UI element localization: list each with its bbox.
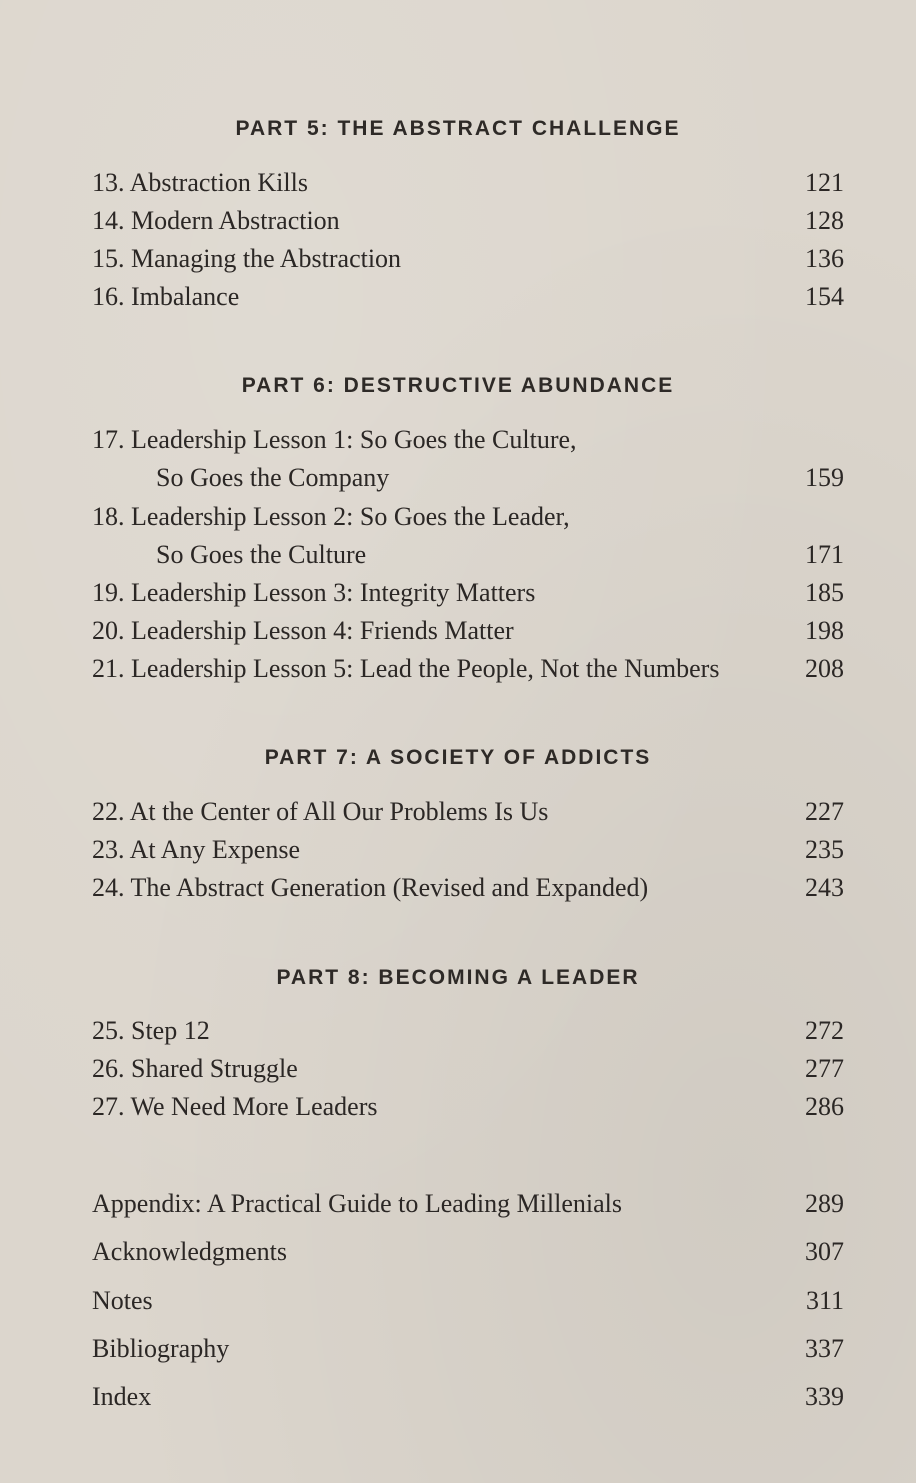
page-number: 136 [805, 244, 844, 273]
page-number: 307 [805, 1237, 844, 1266]
page-number: 286 [805, 1092, 844, 1121]
chapter-title: 25. Step 12 [92, 1016, 210, 1045]
chapter-title: 15. Managing the Abstraction [92, 244, 402, 273]
page-number: 311 [805, 1286, 844, 1315]
toc-entry-27[interactable] [92, 1088, 844, 1126]
page-number: 272 [805, 1016, 844, 1045]
page-number: 208 [805, 654, 844, 683]
toc-entry-19[interactable] [92, 574, 844, 612]
toc-entry-21[interactable] [92, 650, 844, 688]
page-number: 171 [805, 540, 844, 569]
chapter-title: 26. Shared Struggle [92, 1054, 298, 1083]
toc-entry-notes[interactable] [92, 1282, 844, 1320]
toc-entry-20[interactable] [92, 612, 844, 650]
toc-entry-24[interactable] [92, 869, 844, 907]
chapter-title: 27. We Need More Leaders [92, 1092, 378, 1121]
page-number: 198 [805, 616, 844, 645]
toc-entry-23[interactable] [92, 831, 844, 869]
toc-entry-bibliography[interactable] [92, 1330, 844, 1368]
chapter-title: 13. Abstraction Kills [92, 168, 308, 197]
section-title: Appendix: A Practical Guide to Leading Millenials [92, 1189, 623, 1218]
toc-entry-14[interactable] [92, 202, 844, 240]
toc-entry-22[interactable] [92, 793, 844, 831]
page-number: 121 [805, 168, 844, 197]
page-number: 337 [805, 1334, 844, 1363]
section-title: Acknowledgments [92, 1237, 287, 1266]
toc-entry-acknowledgments[interactable] [92, 1233, 844, 1271]
page-number: 159 [805, 463, 844, 492]
chapter-title: 16. Imbalance [92, 282, 240, 311]
page-number: 339 [805, 1382, 844, 1411]
toc-entry-15[interactable] [92, 240, 844, 278]
page-number: 227 [805, 797, 844, 826]
chapter-title: 23. At Any Expense [92, 835, 300, 864]
toc-entry-13[interactable] [92, 164, 844, 202]
toc-entry-26[interactable] [92, 1050, 844, 1088]
toc-entry-17[interactable] [92, 421, 844, 497]
chapter-title: 14. Modern Abstraction [92, 206, 340, 235]
page-number: 154 [805, 282, 844, 311]
toc-entry-index[interactable] [92, 1378, 844, 1416]
section-title: Index [92, 1382, 152, 1411]
chapter-title: 22. At the Center of All Our Problems Is Us [92, 797, 549, 826]
chapter-title: 19. Leadership Lesson 3: Integrity Matters [92, 578, 536, 607]
toc-entry-18[interactable] [92, 498, 844, 574]
page-number: 243 [805, 873, 844, 902]
chapter-title-continued: So Goes the Culture [156, 540, 367, 569]
chapter-title: 17. Leadership Lesson 1: So Goes the Culture, [92, 425, 577, 454]
part-5-heading: PART 5: THE ABSTRACT CHALLENGE [235, 117, 681, 140]
page-number: 277 [805, 1054, 844, 1083]
page-number: 185 [805, 578, 844, 607]
section-title: Bibliography [92, 1334, 230, 1363]
page-number: 128 [805, 206, 844, 235]
toc-entry-16[interactable] [92, 278, 844, 316]
part-6-heading: PART 6: DESTRUCTIVE ABUNDANCE [241, 374, 675, 397]
chapter-title: 21. Leadership Lesson 5: Lead the People, Not the Numbers [92, 654, 720, 683]
chapter-title: 20. Leadership Lesson 4: Friends Matter [92, 616, 514, 645]
page-number: 289 [805, 1189, 844, 1218]
section-title: Notes [92, 1286, 153, 1315]
page-number: 235 [805, 835, 844, 864]
part-8-heading: PART 8: BECOMING A LEADER [276, 966, 640, 989]
part-7-heading: PART 7: A SOCIETY OF ADDICTS [264, 746, 652, 769]
chapter-title-continued: So Goes the Company [156, 463, 390, 492]
toc-entry-appendix[interactable] [92, 1185, 844, 1223]
chapter-title: 24. The Abstract Generation (Revised and Expanded) [92, 873, 649, 902]
toc-entry-25[interactable] [92, 1012, 844, 1050]
chapter-title: 18. Leadership Lesson 2: So Goes the Leader, [92, 502, 570, 531]
